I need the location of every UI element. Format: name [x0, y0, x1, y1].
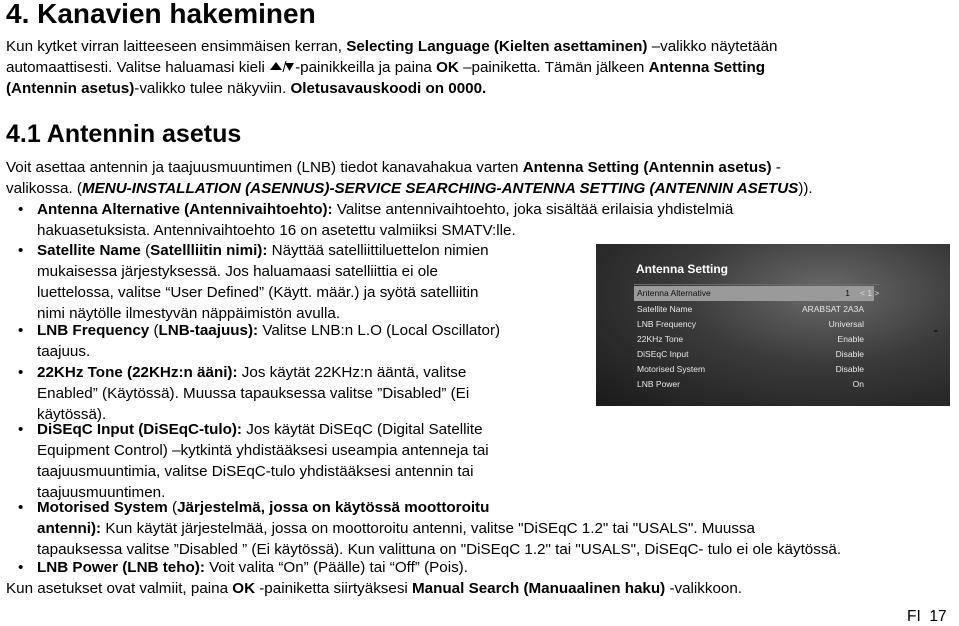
antenna-setting-screenshot — [596, 244, 950, 406]
tv-row-value: Universal — [828, 319, 864, 329]
item-label: LNB-taajuus): — [158, 322, 259, 339]
tv-row-lnb-frequency — [634, 317, 874, 332]
item-22khz-tone-cont: käytössä). — [37, 406, 107, 423]
tv-row-label: Motorised System — [637, 364, 706, 374]
intro-bold: (Antennin asetus) — [6, 80, 135, 97]
tv-row-antenna-alternative — [634, 286, 874, 301]
tv-row-22khz-tone — [634, 332, 874, 347]
tv-row-label: Antenna Alternative — [637, 288, 711, 298]
page-title: 4. Kanavien hakeminen — [6, 0, 316, 29]
section-line-2 — [6, 178, 813, 199]
tv-row-label: 22KHz Tone — [637, 334, 684, 344]
outro-line — [6, 578, 742, 599]
item-motorised-system-cont — [37, 518, 755, 539]
section-text: Voit asettaa antennin ja taajuusmuuntimen (LNB) tiedot kanavahakua varten — [6, 159, 523, 176]
section-text: )). — [798, 180, 813, 197]
intro-text: Kun kytket virran laitteeseen ensimmäisen kerran, — [6, 38, 347, 55]
item-label: Satellliitin nimi): — [150, 242, 268, 259]
tv-row-value: On — [852, 379, 864, 389]
outro-bold: Manual Search (Manuaalinen haku) — [412, 580, 666, 597]
section-text: - — [771, 159, 781, 176]
bullet: • — [18, 499, 24, 516]
item-label: Motorised System — [37, 499, 168, 516]
item-lnb-frequency-cont: taajuus. — [37, 343, 91, 360]
item-text: Voit valita “On” (Päälle) tai “Off” (Pois). — [204, 559, 468, 576]
tv-row-label: LNB Power — [637, 379, 680, 389]
tv-row-lnb-power — [634, 377, 874, 392]
lnb-line-dash: - — [933, 322, 939, 339]
section-text: valikossa. ( — [6, 180, 82, 197]
outro-bold: OK — [232, 580, 256, 597]
item-text: ( — [167, 499, 178, 516]
item-22khz-tone-cont: Enabled” (Käytössä). Muussa tapauksessa valitse ”Disabled” (Ei — [37, 385, 470, 402]
item-label: DiSEqC Input (DiSEqC-tulo): — [37, 421, 242, 438]
intro-line-2 — [6, 57, 765, 78]
tv-row-diseqc-input — [634, 347, 874, 362]
tv-row-satellite-name — [634, 302, 874, 317]
item-diseqc-input-cont: taajuusmuuntimia, valitse DiSEqC-tulo yhdistääksesi antennin tai — [37, 463, 474, 480]
bullet: • — [18, 201, 24, 218]
item-satellite-name-cont: mukaisessa järjestyksessä. Jos haluamaasi satelliittia ei ole — [37, 263, 438, 280]
outro-text: -valikkoon. — [665, 580, 743, 597]
tv-menu-title: Antenna Setting — [636, 262, 728, 276]
tv-row-label: DiSEqC Input — [637, 349, 689, 359]
tv-divider — [634, 284, 879, 285]
tv-row-value: 1 — [845, 288, 850, 298]
item-text: Jos käytät DiSEqC (Digital Satellite — [242, 421, 483, 438]
intro-bold: OK — [436, 59, 459, 76]
tv-row-motorised-system — [634, 362, 874, 377]
intro-bold: Antenna Setting — [648, 59, 765, 76]
item-text: Kun käytät järjestelmää, jossa on moottoroitu antenni, valitse "DiSEqC 1.2" tai "USALS". Muussa — [101, 520, 755, 537]
intro-bold: Selecting Language (Kielten asettaminen) — [346, 38, 648, 55]
intro-text: -valikko tulee näkyviin. — [134, 80, 291, 97]
item-diseqc-input — [37, 419, 483, 440]
item-label: LNB Power (LNB teho): — [37, 559, 205, 576]
outro-text: -painiketta siirtyäksesi — [255, 580, 413, 597]
intro-bold: Oletusavauskoodi on 0000. — [290, 80, 487, 97]
item-satellite-name-cont: luettelossa, valitse “User Defined” (Käytt. määr.) ja syötä satelliitin — [37, 284, 479, 301]
item-motorised-system-cont: tapauksessa valitse ”Disabled ” (Ei käytössä). Kun valittuna on "DiSEqC 1.2" tai "USALS", DiSEqC- tulo ei ole käytössä. — [37, 541, 842, 558]
item-antenna-alternative — [37, 199, 733, 220]
item-motorised-system — [37, 497, 489, 518]
outro-text: Kun asetukset ovat valmiit, paina — [6, 580, 233, 597]
item-text: ( — [149, 322, 159, 339]
item-text: Valitse antennivaihtoehto, joka sisältää erilaisia yhdistelmiä — [332, 201, 734, 218]
item-antenna-alternative-cont: hakuasetuksista. Antennivaihtoehto 16 on asetettu valmiiksi SMATV:lle. — [37, 222, 516, 239]
tv-row-value: ARABSAT 2A3A — [801, 304, 864, 314]
tv-row-label: Satellite Name — [637, 304, 693, 314]
item-text: Näyttää satelliittiluettelon nimien — [267, 242, 489, 259]
item-label: 22KHz Tone (22KHz:n ääni): — [37, 364, 238, 381]
page-number — [907, 608, 947, 626]
tv-row-value: Enable — [837, 334, 864, 344]
section-line-1 — [6, 157, 781, 178]
tv-row-value: Disable — [835, 364, 864, 374]
up-down-arrows-icon — [269, 60, 295, 74]
tv-row-label: LNB Frequency — [637, 319, 697, 329]
item-text: Valitse LNB:n L.O (Local Oscillator) — [258, 322, 501, 339]
page-number-value: 17 — [929, 608, 947, 625]
item-text: ( — [140, 242, 151, 259]
item-text: Jos käytät 22KHz:n ääntä, valitse — [237, 364, 467, 381]
item-label: Järjestelmä, jossa on käytössä moottoroitu — [177, 499, 490, 516]
section-heading: 4.1 Antennin asetus — [6, 120, 242, 148]
item-22khz-tone — [37, 362, 466, 383]
bullet: • — [18, 322, 24, 339]
item-label: LNB Frequency — [37, 322, 150, 339]
intro-line-1 — [6, 36, 778, 57]
item-label: Satellite Name — [37, 242, 141, 259]
intro-text: -painikkeilla ja paina — [295, 59, 437, 76]
bullet: • — [18, 364, 24, 381]
intro-text: automaattisesti. Valitse haluamasi kieli — [6, 59, 270, 76]
intro-line-3 — [6, 78, 486, 99]
item-label: Antenna Alternative (Antennivaihtoehto): — [37, 201, 333, 218]
bullet: • — [18, 559, 24, 576]
item-satellite-name — [37, 240, 489, 261]
tv-row-value: Disable — [835, 349, 864, 359]
bullet: • — [18, 421, 24, 438]
item-lnb-frequency — [37, 320, 500, 341]
menu-path: MENU-INSTALLATION (ASENNUS)-SERVICE SEARCHING-ANTENNA SETTING (ANTENNIN ASETUS — [81, 180, 799, 197]
item-diseqc-input-cont: taajuusmuuntimen. — [37, 484, 166, 501]
section-bold: Antenna Setting (Antennin asetus) — [522, 159, 772, 176]
item-diseqc-input-cont: Equipment Control) –kytkintä yhdistääksesi useampia antenneja tai — [37, 442, 489, 459]
item-label: antenni): — [37, 520, 102, 537]
intro-text: –valikko näytetään — [647, 38, 778, 55]
language-code: FI — [907, 608, 921, 625]
tv-nav-arrows: < 1 > — [860, 288, 880, 298]
bullet: • — [18, 242, 24, 259]
item-lnb-power — [37, 557, 468, 578]
intro-text: –painiketta. Tämän jälkeen — [458, 59, 649, 76]
item-satellite-name-cont: nimi näytölle ilmestyvän näppäimistön avulla. — [37, 305, 341, 322]
